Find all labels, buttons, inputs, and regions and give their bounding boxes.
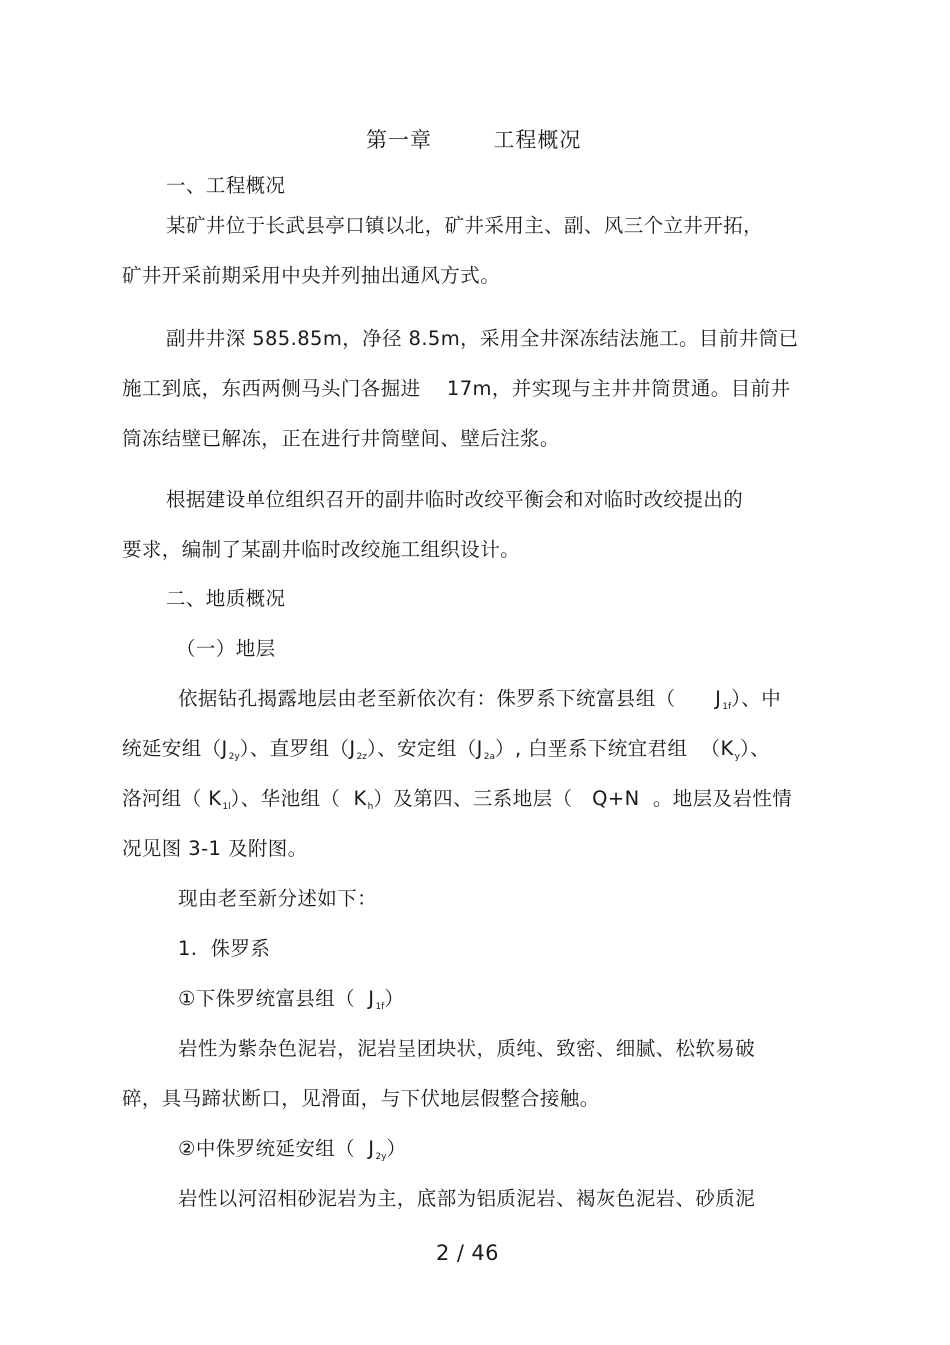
text-run: ）、安定组（J xyxy=(366,737,483,760)
subscript: 2a xyxy=(483,752,496,762)
subscript: 2z xyxy=(356,752,367,762)
subsection-heading-strata: （一）地层 xyxy=(176,637,276,660)
chapter-title: 第一章 工程概况 xyxy=(366,128,582,152)
text-run: 洛河组（ K xyxy=(122,787,222,810)
text-run: 依据钻孔揭露地层由老至新依次有：侏罗系下统富县组（ J xyxy=(178,687,722,710)
paragraph-line xyxy=(122,737,770,765)
paragraph-line: 筒冻结壁已解冻，正在进行井筒壁间、壁后注浆。 xyxy=(122,427,560,450)
paragraph-line: 副井井深 585.85m，净径 8.5m，采用全井深冻结法施工。目前井筒已 xyxy=(166,327,799,350)
paragraph-line: 某矿井位于长武县亭口镇以北，矿井采用主、副、风三个立井开拓， xyxy=(166,214,764,237)
paragraph-line: 施工到底，东西两侧马头门各掘进 17m，并实现与主井井筒贯通。目前井 xyxy=(122,377,791,400)
paragraph-line: 矿井开采前期采用中央并列抽出通风方式。 xyxy=(122,264,501,287)
subscript: y xyxy=(734,752,740,762)
text-run: ）及第四、三系地层（ Q+N 。地层及岩性情 xyxy=(373,787,793,810)
list-subitem-heading xyxy=(178,1137,406,1165)
subscript: 1f xyxy=(722,702,732,712)
text-run: ）、中 xyxy=(731,687,782,710)
paragraph-line: 根据建设单位组织召开的副井临时改绞平衡会和对临时改绞提出的 xyxy=(166,488,744,511)
subscript: h xyxy=(367,802,374,812)
subscript: 2y xyxy=(375,1152,387,1162)
paragraph-line xyxy=(122,787,792,815)
text-run: ）、 xyxy=(739,737,771,760)
text-run: ②中侏罗统延安组（ J xyxy=(178,1137,375,1160)
subscript: 2y xyxy=(228,752,240,762)
list-subitem-heading xyxy=(178,987,404,1015)
text-run: ） xyxy=(384,987,405,1010)
text-run: ） xyxy=(386,1137,407,1160)
subscript: 1l xyxy=(222,802,231,812)
paragraph-line: 要求，编制了某副井临时改绞施工组织设计。 xyxy=(122,538,521,561)
text-run: ）, 白垩系下统宜君组 （K xyxy=(495,737,734,760)
section-heading-project-overview: 一、工程概况 xyxy=(166,174,286,197)
paragraph-line: 况见图 3-1 及附图。 xyxy=(122,837,308,860)
page-number: 2 / 46 xyxy=(436,1241,499,1265)
list-item-heading: 1. 侏罗系 xyxy=(178,937,271,960)
text-run: ）、华池组（ K xyxy=(230,787,367,810)
paragraph-line: 岩性以河沼相砂泥岩为主，底部为铝质泥岩、褐灰色泥岩、砂质泥 xyxy=(178,1187,756,1210)
section-heading-geology: 二、地质概况 xyxy=(166,587,286,610)
subscript: 1f xyxy=(375,1002,385,1012)
paragraph-line: 岩性为紫杂色泥岩，泥岩呈团块状，质纯、致密、细腻、松软易破 xyxy=(178,1037,756,1060)
paragraph-line xyxy=(178,687,781,715)
text-run: ）、直罗组（J xyxy=(239,737,356,760)
paragraph-line: 现由老至新分述如下： xyxy=(178,887,378,910)
paragraph-line: 碎，具马蹄状断口，见滑面，与下伏地层假整合接触。 xyxy=(122,1087,600,1110)
text-run: 统延安组（J xyxy=(122,737,228,760)
text-run: ①下侏罗统富县组（ J xyxy=(178,987,375,1010)
